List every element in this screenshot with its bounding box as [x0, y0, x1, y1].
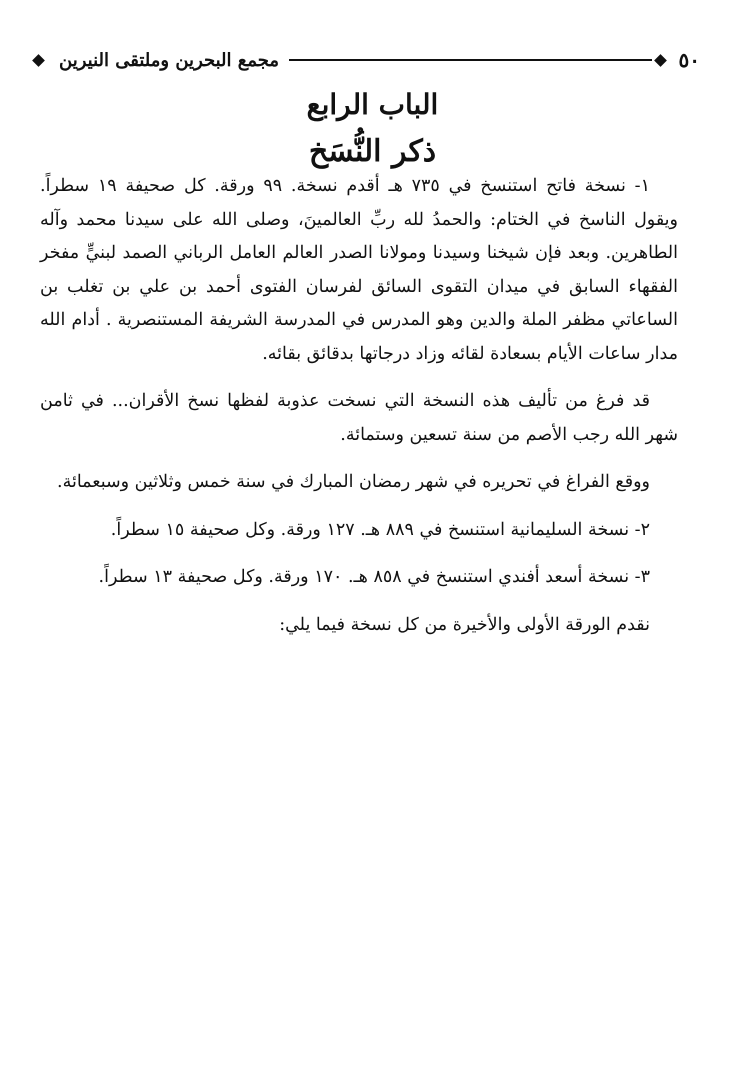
diamond-ornament-icon [32, 54, 45, 67]
paragraph-colophon: قد فرغ من تأليف هذه النسخة التي نسخت عذوبة لفظها نسخ الأقران... في ثامن شهر الله رجب الأصم من سنة تسعين وستمائة. [40, 391, 678, 445]
paragraph-closing-note: نقدم الورقة الأولى والأخيرة من كل نسخة فيما يلي: [279, 614, 650, 635]
page-number: ٥٠ [678, 48, 700, 72]
paragraph-manuscript-1: ١- نسخة فاتح استنسخ في ٧٣٥ هـ أقدم نسخة. ٩٩ ورقة. كل صحيفة ١٩ سطراً. ويقول الناسخ في الختام: والحمدُ لله ربِّ العالمينَ، وصلى الله على سيدنا محمد وآله الطاهرين. وبعد فإن شيخنا وسيدنا ومولانا الصدر العالم العامل الرباني الصمد لبنيٍّ مفخر الفقهاء السابق في ميدان التقوى السائق لفرسان الفتوى أحمد بن علي بن تغلب بن الساعاتي مظفر الملة والدين وهو المدرس في المدرسة الشريفة المستنصرية . أدام الله مدار ساعات الأيام بسعادة لقائه وزاد درجاتها بدقائق بقائه. [40, 176, 678, 364]
chapter-number-title: الباب الرابع [306, 88, 439, 121]
body-text [40, 170, 678, 657]
paragraph-manuscript-2: ٢- نسخة السليمانية استنسخ في ٨٨٩ هـ. ١٢٧ ورقة. وكل صحيفة ١٥ سطراً. [110, 519, 650, 540]
paragraph-completion-note: ووقع الفراغ في تحريره في شهر رمضان المبارك في سنة خمس وثلاثين وسبعمائة. [57, 472, 650, 492]
header-rule-right [289, 45, 668, 75]
header-rule-line [289, 59, 651, 61]
paragraph-manuscript-3: ٣- نسخة أسعد أفندي استنسخ في ٨٥٨ هـ. ١٧٠ ورقة. وكل صحيفة ١٣ سطراً. [98, 567, 650, 587]
chapter-title: ذكر النُّسَخ [308, 134, 437, 169]
diamond-ornament-icon [654, 54, 667, 67]
running-title: مجمع البحرين وملتقى النيرين [59, 49, 280, 71]
running-header [30, 45, 700, 75]
